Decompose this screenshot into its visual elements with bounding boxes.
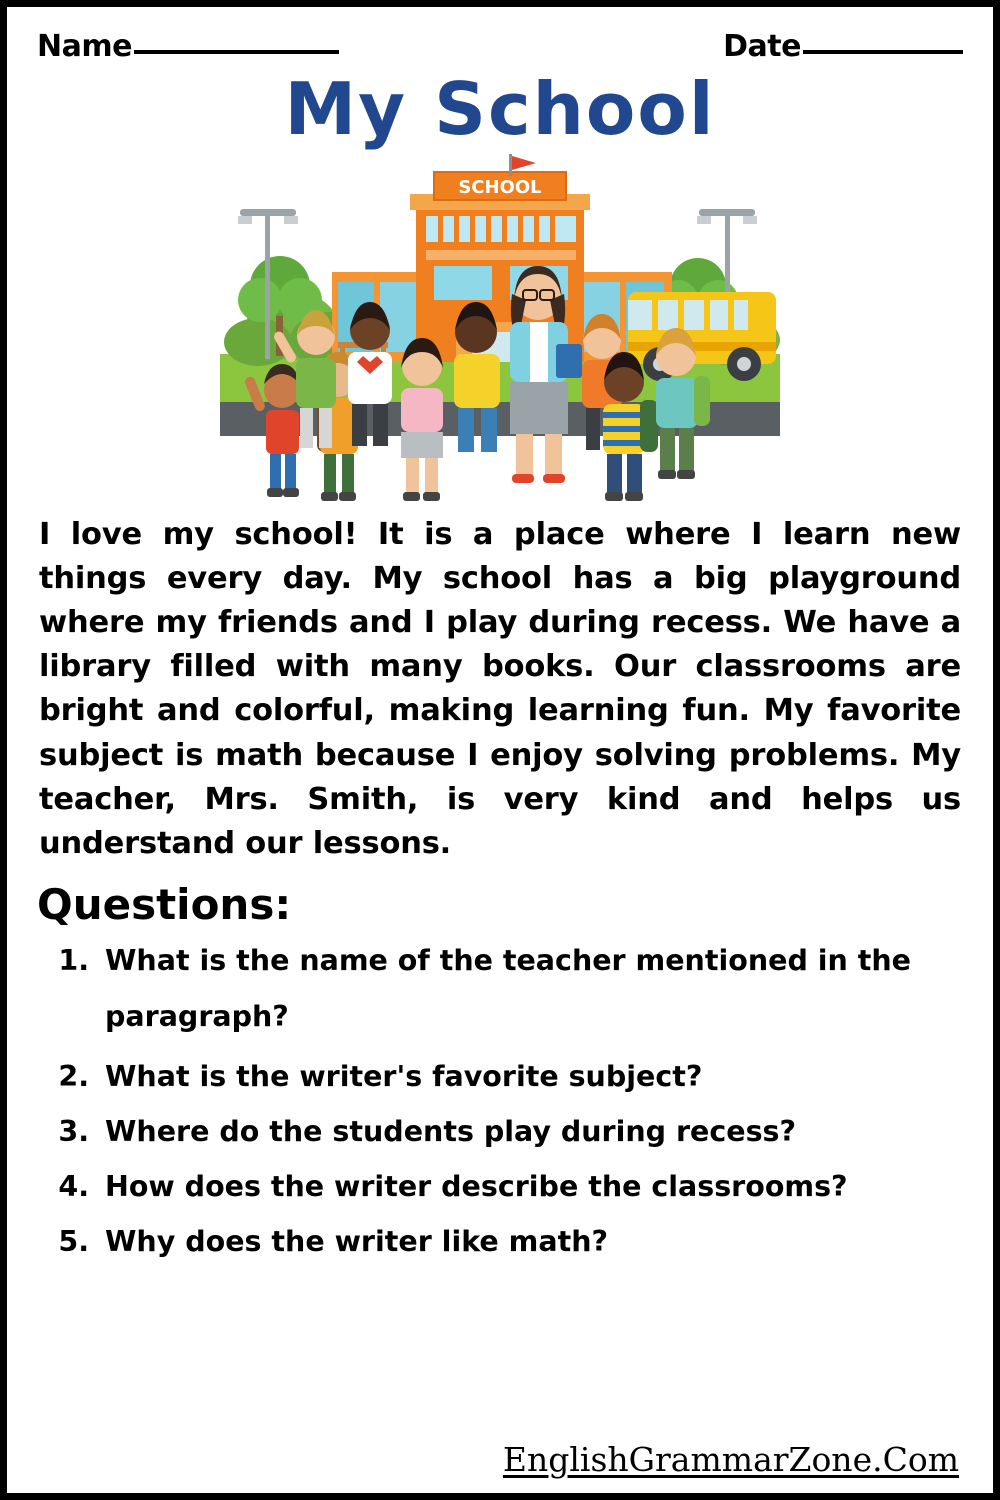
name-write-line[interactable] <box>134 50 339 54</box>
site-credit[interactable]: EnglishGrammarZone.Com <box>502 1440 959 1479</box>
name-label: Name <box>37 29 132 64</box>
school-scene-svg <box>220 154 780 509</box>
book-icon <box>556 344 582 378</box>
reading-paragraph: I love my school! It is a place where I learn new things every day. My school has a big playground where my friends and I play during recess. We have a library filled with many books. Our classrooms are bright and colorful, making learning fun. My favorite subject is math because I enjoy solving problems. My teacher, Mrs. Smith, is very kind and helps us understand our lessons. <box>39 516 961 862</box>
date-write-line[interactable] <box>803 50 963 54</box>
date-field[interactable] <box>723 29 963 64</box>
list-item: 4. How does the writer describe the classrooms? <box>99 1166 967 1209</box>
list-item: 1. What is the name of the teacher mentioned in the paragraph? <box>99 933 967 1044</box>
page-title: My School <box>284 67 716 151</box>
date-label: Date <box>723 29 801 64</box>
list-item: 5. Why does the writer like math? <box>99 1221 967 1264</box>
list-item: 2. What is the writer's favorite subject? <box>99 1056 967 1099</box>
questions-heading: Questions: <box>37 880 292 930</box>
school-illustration <box>220 154 780 509</box>
questions-list <box>67 933 967 1263</box>
name-field[interactable] <box>37 29 339 64</box>
list-item: 3. Where do the students play during recess? <box>99 1111 967 1154</box>
header <box>33 25 967 64</box>
school-sign-text: SCHOOL <box>458 176 542 198</box>
